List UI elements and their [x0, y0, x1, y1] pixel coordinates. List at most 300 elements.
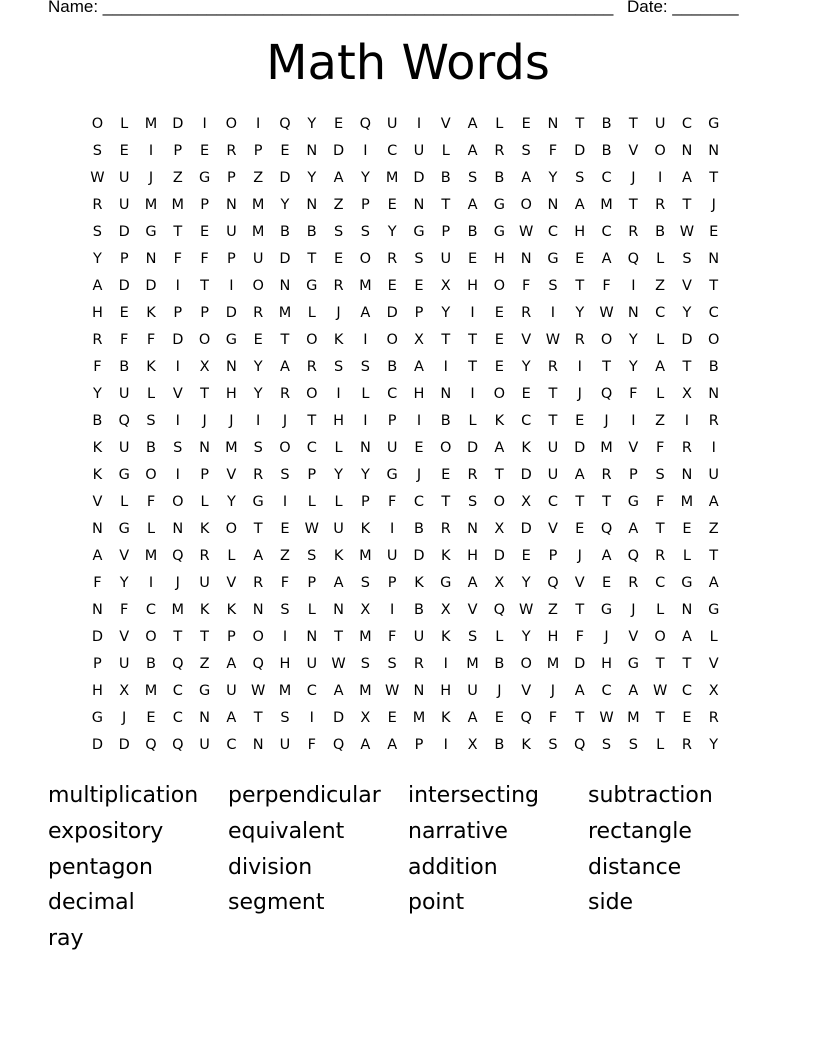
grid-letter: B — [708, 359, 719, 375]
grid-letter: B — [601, 143, 612, 159]
grid-letter: L — [200, 494, 209, 510]
grid-letter: S — [333, 359, 344, 375]
grid-letter: W — [384, 683, 400, 699]
grid-letter: K — [92, 467, 103, 483]
grid-letter: I — [363, 143, 368, 159]
grid-letter: P — [227, 251, 236, 267]
word-list-item: narrative — [408, 818, 508, 844]
grid-letter: S — [467, 170, 478, 186]
grid-letter: J — [497, 683, 502, 699]
grid-letter: L — [495, 629, 504, 645]
grid-letter: Q — [547, 575, 559, 591]
grid-letter: H — [574, 224, 586, 240]
grid-letter: T — [468, 332, 477, 348]
grid-letter: M — [144, 548, 158, 564]
grid-letter: N — [708, 143, 720, 159]
grid-letter: S — [92, 143, 102, 159]
grid-letter: E — [280, 521, 290, 537]
grid-letter: T — [548, 413, 558, 429]
word-list-item: expository — [48, 818, 164, 844]
grid-letter: N — [252, 602, 264, 618]
name-line: Name: ______________________________________________________ — [48, 0, 614, 16]
grid-letter: M — [171, 197, 185, 213]
worksheet-header — [48, 0, 748, 17]
grid-letter: K — [333, 548, 344, 564]
grid-letter: C — [172, 683, 183, 699]
grid-letter: V — [119, 548, 130, 564]
grid-letter: I — [684, 413, 690, 429]
grid-letter: G — [198, 683, 211, 699]
grid-letter: M — [144, 197, 158, 213]
grid-letter: P — [387, 413, 397, 429]
grid-letter: J — [175, 575, 180, 591]
grid-letter: T — [200, 629, 210, 645]
grid-letter: L — [656, 737, 665, 753]
grid-letter: S — [387, 656, 397, 672]
grid-letter: A — [360, 305, 371, 321]
grid-letter: S — [575, 170, 585, 186]
grid-letter: C — [655, 305, 666, 321]
grid-row — [84, 600, 727, 627]
grid-letter: L — [120, 494, 129, 510]
grid-letter: Q — [172, 548, 184, 564]
grid-letter: Y — [628, 359, 638, 375]
word-list-item: multiplication — [48, 783, 199, 808]
grid-letter: T — [602, 494, 611, 510]
grid-letter: T — [200, 386, 210, 402]
grid-letter: Q — [627, 251, 640, 267]
grid-letter: T — [655, 521, 665, 537]
grid-letter: O — [145, 467, 157, 483]
grid-letter: U — [226, 683, 237, 699]
grid-letter: P — [200, 197, 209, 213]
grid-letter: S — [655, 467, 665, 483]
word-list-item: pentagon — [48, 854, 153, 880]
grid-letter: R — [547, 359, 558, 375]
grid-letter: U — [118, 386, 130, 402]
grid-letter: O — [654, 629, 666, 645]
grid-letter: S — [548, 737, 558, 753]
grid-letter: C — [681, 116, 692, 132]
grid-letter: J — [631, 170, 636, 186]
grid-letter: O — [493, 278, 506, 294]
grid-letter: F — [521, 278, 531, 294]
grid-letter: I — [470, 386, 475, 402]
grid-letter: Y — [360, 467, 370, 483]
grid-letter: Y — [360, 170, 370, 186]
grid-letter: I — [577, 359, 582, 375]
grid-row — [84, 627, 727, 654]
grid-letter: U — [333, 521, 344, 537]
grid-letter: K — [441, 629, 451, 645]
grid-letter: G — [413, 224, 425, 240]
grid-letter: W — [599, 305, 614, 321]
grid-letter: R — [681, 440, 692, 456]
grid-letter: T — [575, 602, 585, 618]
grid-letter: U — [306, 656, 318, 672]
grid-letter: B — [413, 521, 424, 537]
grid-letter: A — [333, 575, 344, 591]
grid-letter: B — [146, 656, 156, 672]
grid-letter: S — [521, 143, 531, 159]
grid-letter: E — [146, 710, 156, 726]
grid-letter: V — [708, 656, 719, 672]
grid-letter: T — [655, 710, 665, 726]
grid-letter: U — [279, 737, 291, 753]
grid-letter: F — [655, 494, 665, 510]
grid-letter: V — [628, 629, 639, 645]
grid-letter: P — [360, 197, 370, 213]
grid-letter: Y — [521, 359, 531, 375]
grid-letter: G — [627, 656, 639, 672]
grid-letter: J — [202, 413, 207, 429]
grid-letter: M — [171, 602, 185, 618]
grid-letter: I — [148, 143, 154, 159]
grid-letter: B — [306, 224, 317, 240]
grid-letter: G — [708, 602, 720, 618]
grid-letter: S — [601, 737, 612, 753]
grid-letter: C — [387, 386, 398, 402]
grid-letter: Z — [172, 170, 183, 186]
grid-letter: N — [413, 683, 425, 699]
grid-letter: Y — [334, 467, 343, 483]
grid-letter: M — [546, 656, 560, 672]
grid-letter: N — [681, 143, 693, 159]
grid-letter: R — [306, 359, 317, 375]
grid-letter: S — [682, 251, 692, 267]
grid-row — [84, 573, 727, 600]
grid-letter: Q — [627, 548, 640, 564]
grid-letter: M — [466, 656, 479, 672]
grid-letter: P — [253, 143, 263, 159]
grid-letter: U — [413, 629, 425, 645]
grid-letter: T — [682, 656, 692, 672]
grid-letter: E — [709, 224, 719, 240]
grid-letter: C — [601, 224, 612, 240]
grid-letter: Y — [92, 386, 102, 402]
grid-letter: I — [363, 332, 368, 348]
grid-letter: M — [278, 305, 292, 321]
grid-letter: H — [493, 251, 505, 267]
grid-letter: P — [173, 305, 183, 321]
grid-letter: L — [307, 494, 316, 510]
grid-letter: D — [413, 548, 425, 564]
grid-letter: I — [363, 413, 368, 429]
grid-letter: X — [440, 602, 451, 618]
grid-row — [84, 465, 727, 492]
grid-letter: O — [654, 143, 666, 159]
grid-letter: G — [600, 602, 613, 618]
grid-letter: I — [470, 305, 475, 321]
word-list — [48, 782, 788, 961]
grid-row — [84, 681, 727, 708]
grid-letter: U — [440, 251, 452, 267]
grid-letter: A — [521, 170, 532, 186]
grid-letter: S — [467, 494, 478, 510]
word-list-item: distance — [588, 854, 682, 880]
grid-letter: N — [145, 251, 157, 267]
grid-letter: M — [251, 197, 265, 213]
grid-letter: E — [333, 251, 344, 267]
grid-letter: B — [92, 413, 103, 429]
grid-letter: Q — [520, 710, 532, 726]
grid-letter: N — [520, 251, 532, 267]
grid-letter: N — [708, 251, 720, 267]
grid-row — [84, 654, 727, 681]
grid-letter: S — [146, 413, 156, 429]
grid-letter: B — [280, 224, 290, 240]
grid-letter: O — [520, 197, 532, 213]
grid-letter: Y — [548, 170, 558, 186]
grid-letter: S — [333, 224, 344, 240]
grid-letter: S — [280, 710, 290, 726]
grid-letter: B — [413, 602, 424, 618]
grid-letter: B — [655, 224, 666, 240]
grid-letter: F — [120, 602, 129, 618]
grid-letter: G — [118, 521, 130, 537]
grid-letter: R — [387, 251, 398, 267]
grid-letter: G — [493, 224, 505, 240]
grid-letter: N — [225, 359, 237, 375]
grid-row — [84, 195, 727, 222]
grid-row — [84, 519, 727, 546]
grid-letter: J — [416, 467, 422, 483]
grid-letter: X — [440, 278, 451, 294]
grid-letter: X — [360, 602, 371, 618]
grid-letter: V — [547, 521, 558, 537]
grid-letter: I — [256, 413, 261, 429]
grid-letter: E — [575, 251, 585, 267]
grid-letter: E — [441, 467, 451, 483]
grid-letter: I — [175, 413, 180, 429]
grid-row — [84, 438, 727, 465]
grid-letter: I — [711, 440, 716, 456]
grid-letter: W — [518, 224, 534, 240]
grid-letter: X — [681, 386, 692, 402]
grid-letter: A — [226, 710, 237, 726]
grid-letter: L — [468, 413, 477, 429]
grid-letter: N — [306, 143, 318, 159]
grid-letter: W — [652, 683, 668, 699]
grid-letter: T — [602, 359, 611, 375]
grid-row — [84, 546, 727, 573]
grid-letter: B — [494, 737, 505, 753]
grid-letter: K — [441, 710, 451, 726]
grid-letter: X — [360, 710, 371, 726]
grid-letter: E — [521, 548, 531, 564]
letter-grid — [84, 114, 727, 762]
grid-letter: I — [443, 359, 448, 375]
grid-letter: E — [521, 116, 531, 132]
grid-letter: P — [414, 737, 424, 753]
grid-letter: P — [628, 467, 638, 483]
grid-letter: O — [198, 332, 211, 348]
grid-letter: N — [91, 602, 103, 618]
grid-letter: X — [413, 332, 424, 348]
grid-letter: Y — [521, 575, 531, 591]
grid-letter: U — [118, 656, 130, 672]
grid-letter: N — [413, 197, 425, 213]
grid-letter: T — [548, 386, 558, 402]
grid-letter: A — [655, 359, 666, 375]
grid-letter: L — [656, 386, 665, 402]
grid-letter: O — [145, 629, 157, 645]
grid-row — [84, 357, 727, 384]
grid-letter: R — [333, 278, 344, 294]
grid-letter: N — [547, 197, 559, 213]
grid-letter: J — [631, 602, 636, 618]
grid-letter: Y — [92, 251, 102, 267]
grid-letter: B — [387, 359, 398, 375]
grid-letter: L — [709, 629, 718, 645]
grid-letter: B — [440, 413, 451, 429]
grid-letter: I — [416, 116, 422, 132]
grid-letter: K — [146, 359, 156, 375]
grid-letter: W — [304, 521, 319, 537]
grid-letter: U — [386, 440, 398, 456]
grid-letter: E — [414, 278, 424, 294]
grid-letter: A — [92, 278, 103, 294]
grid-letter: D — [145, 278, 157, 294]
grid-row — [84, 735, 727, 762]
grid-letter: M — [412, 710, 426, 726]
grid-letter: C — [226, 737, 237, 753]
grid-letter: M — [385, 170, 399, 186]
grid-letter: M — [359, 278, 372, 294]
grid-letter: N — [252, 737, 264, 753]
grid-letter: E — [280, 143, 290, 159]
grid-letter: G — [252, 494, 264, 510]
grid-letter: N — [225, 197, 237, 213]
grid-letter: R — [628, 224, 639, 240]
grid-letter: T — [441, 197, 451, 213]
grid-letter: G — [493, 197, 505, 213]
grid-letter: J — [577, 548, 582, 564]
grid-letter: I — [229, 278, 234, 294]
grid-row — [84, 141, 727, 168]
grid-letter: R — [413, 656, 424, 672]
grid-letter: C — [172, 710, 183, 726]
grid-letter: F — [280, 575, 290, 591]
grid-letter: A — [708, 494, 719, 510]
grid-letter: S — [360, 656, 370, 672]
grid-letter: D — [118, 737, 130, 753]
grid-letter: G — [118, 467, 130, 483]
grid-letter: N — [627, 305, 639, 321]
grid-letter: P — [360, 494, 370, 510]
grid-letter: A — [280, 359, 290, 375]
grid-letter: R — [494, 143, 505, 159]
grid-letter: L — [656, 332, 665, 348]
grid-letter: U — [413, 143, 425, 159]
grid-letter: R — [655, 548, 666, 564]
grid-letter: V — [628, 440, 639, 456]
grid-letter: V — [681, 278, 692, 294]
grid-letter: G — [91, 710, 104, 726]
grid-letter: K — [146, 305, 156, 321]
grid-letter: E — [387, 278, 397, 294]
grid-letter: D — [520, 467, 532, 483]
grid-letter: P — [200, 305, 209, 321]
grid-letter: M — [600, 197, 613, 213]
grid-letter: R — [440, 521, 451, 537]
grid-letter: H — [279, 656, 291, 672]
grid-letter: D — [574, 143, 586, 159]
grid-letter: V — [172, 386, 183, 402]
grid-letter: A — [226, 656, 237, 672]
grid-letter: R — [279, 386, 291, 402]
grid-letter: A — [628, 521, 639, 537]
grid-letter: J — [282, 413, 288, 429]
grid-letter: R — [253, 467, 264, 483]
grid-letter: N — [199, 710, 211, 726]
grid-letter: H — [440, 683, 452, 699]
grid-letter: O — [708, 332, 720, 348]
grid-letter: Q — [279, 116, 291, 132]
word-list-item: subtraction — [588, 783, 713, 808]
grid-letter: Y — [628, 332, 638, 348]
grid-letter: E — [387, 710, 397, 726]
grid-letter: T — [280, 332, 290, 348]
grid-letter: X — [467, 737, 478, 753]
grid-letter: C — [601, 683, 612, 699]
grid-letter: Q — [145, 737, 157, 753]
grid-letter: C — [387, 143, 398, 159]
grid-letter: P — [441, 224, 451, 240]
grid-letter: R — [226, 143, 237, 159]
grid-letter: K — [333, 332, 344, 348]
grid-letter: T — [468, 359, 477, 375]
grid-letter: Y — [441, 305, 451, 321]
grid-letter: T — [253, 521, 263, 537]
grid-letter: G — [225, 332, 237, 348]
grid-letter: T — [628, 116, 638, 132]
grid-letter: E — [494, 710, 504, 726]
grid-letter: R — [467, 467, 478, 483]
grid-letter: D — [225, 305, 237, 321]
grid-letter: I — [256, 116, 261, 132]
grid-letter: S — [307, 548, 317, 564]
grid-letter: I — [631, 413, 636, 429]
grid-letter: C — [413, 494, 425, 510]
grid-letter: X — [119, 683, 130, 699]
grid-letter: H — [467, 548, 478, 564]
grid-letter: M — [144, 116, 158, 132]
grid-letter: T — [173, 224, 183, 240]
grid-letter: A — [333, 683, 344, 699]
grid-letter: B — [601, 116, 612, 132]
grid-letter: M — [359, 629, 372, 645]
grid-letter: E — [682, 710, 692, 726]
grid-letter: N — [681, 602, 693, 618]
grid-letter: O — [225, 521, 238, 537]
grid-letter: A — [467, 143, 478, 159]
grid-letter: S — [414, 251, 424, 267]
grid-letter: Y — [521, 629, 531, 645]
grid-letter: E — [387, 197, 397, 213]
grid-letter: A — [253, 548, 264, 564]
grid-letter: X — [199, 359, 210, 375]
grid-letter: U — [199, 575, 210, 591]
grid-letter: R — [92, 197, 103, 213]
word-list-item: point — [408, 890, 465, 916]
grid-letter: D — [413, 170, 425, 186]
grid-letter: I — [336, 386, 341, 402]
grid-letter: R — [655, 197, 666, 213]
grid-letter: O — [279, 440, 291, 456]
grid-letter: D — [574, 656, 586, 672]
grid-letter: P — [548, 548, 558, 564]
